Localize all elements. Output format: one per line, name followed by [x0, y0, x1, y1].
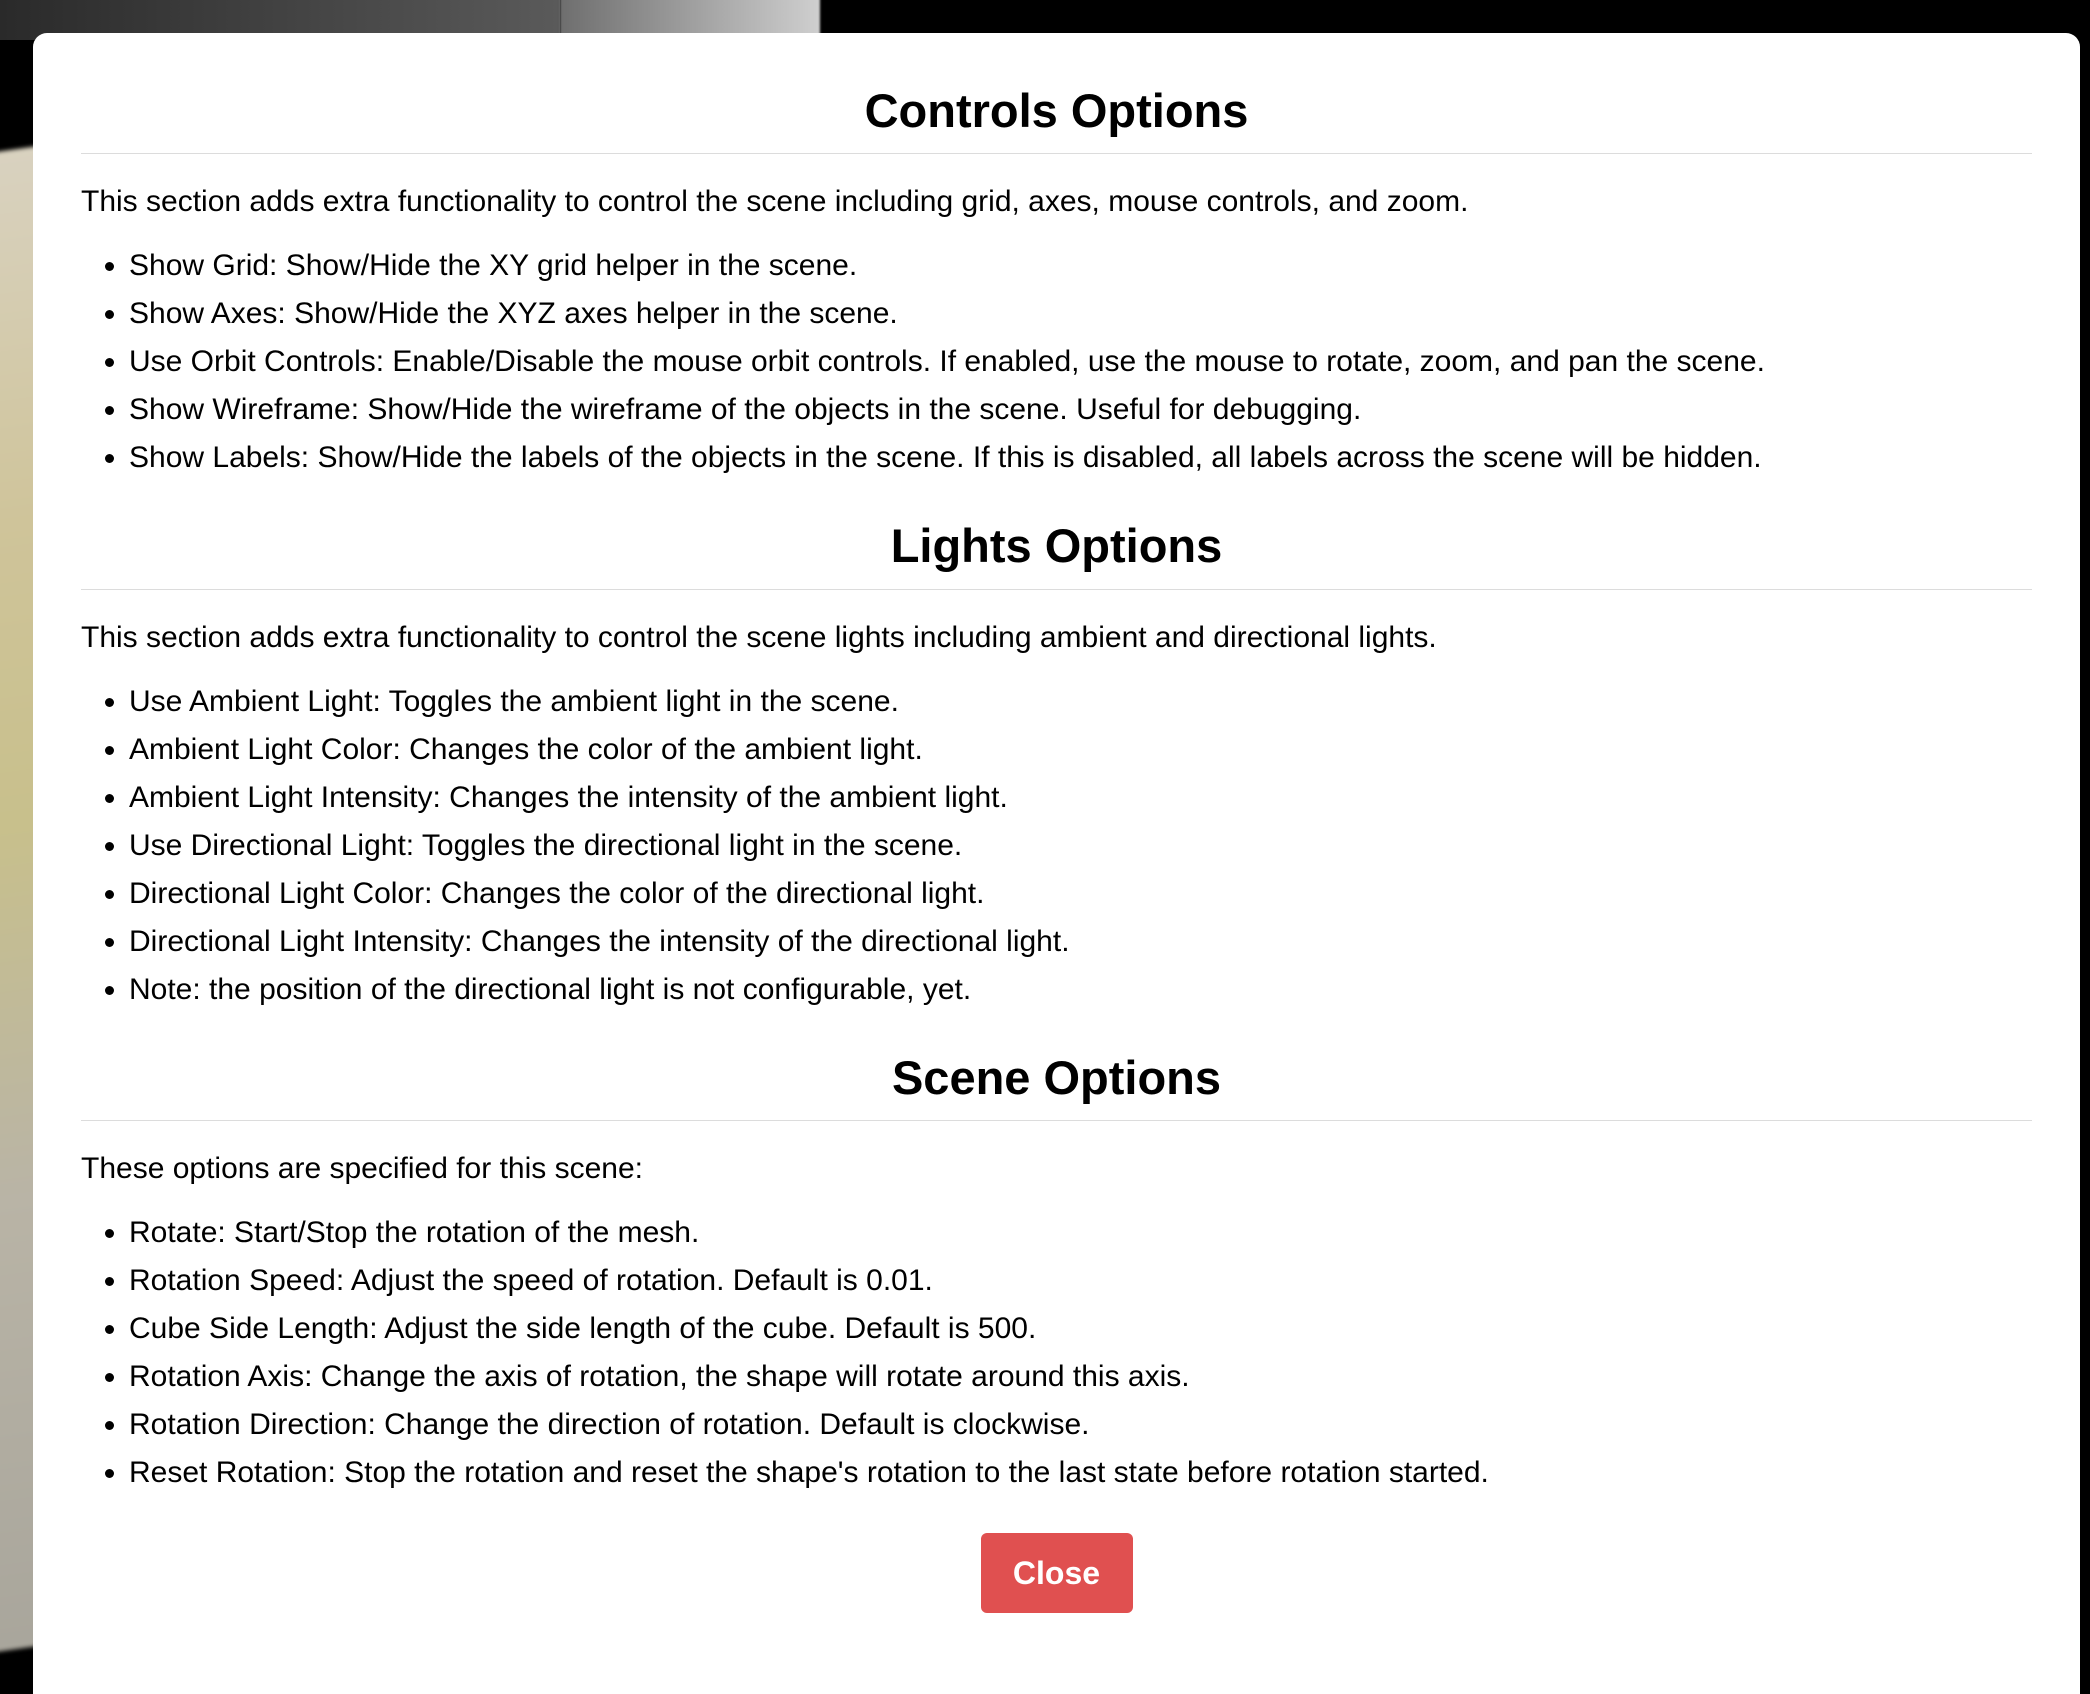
section-description: These options are specified for this scene: — [81, 1152, 643, 1186]
help-modal — [33, 33, 2080, 1694]
section-title: Controls Options — [81, 83, 2032, 154]
list-item: • Rotate: Start/Stop the rotation of the mesh. — [129, 1209, 2032, 1257]
list-item: • Rotation Direction: Change the direction of rotation. Default is clockwise. — [129, 1401, 2032, 1449]
option-list — [81, 242, 2032, 482]
controls-options-section — [81, 83, 2032, 482]
list-item: • Rotation Speed: Adjust the speed of rotation. Default is 0.01. — [129, 1257, 2032, 1305]
list-item: • Rotation Axis: Change the axis of rotation, the shape will rotate around this axis. — [129, 1353, 2032, 1401]
list-item: • Cube Side Length: Adjust the side length of the cube. Default is 500. — [129, 1305, 2032, 1353]
list-item: • Show Axes: Show/Hide the XYZ axes helper in the scene. — [129, 290, 2032, 338]
section-title: Lights Options — [81, 518, 2032, 589]
list-item: • Note: the position of the directional light is not configurable, yet. — [129, 966, 2032, 1014]
scene-options-section — [81, 1050, 2032, 1497]
list-item: • Show Wireframe: Show/Hide the wireframe of the objects in the scene. Useful for debugging. — [129, 386, 2032, 434]
list-item: • Use Ambient Light: Toggles the ambient light in the scene. — [129, 678, 2032, 726]
section-description: This section adds extra functionality to control the scene lights including ambient and directional lights. — [81, 620, 1437, 654]
list-item: • Directional Light Intensity: Changes the intensity of the directional light. — [129, 918, 2032, 966]
section-description: This section adds extra functionality to control the scene including grid, axes, mouse controls, and zoom. — [81, 185, 1469, 219]
modal-footer — [81, 1533, 2032, 1613]
list-item: • Ambient Light Color: Changes the color of the ambient light. — [129, 726, 2032, 774]
list-item: • Show Grid: Show/Hide the XY grid helper in the scene. — [129, 242, 2032, 290]
list-item: • Reset Rotation: Stop the rotation and reset the shape's rotation to the last state before rotation started. — [129, 1449, 2032, 1497]
list-item: • Show Labels: Show/Hide the labels of the objects in the scene. If this is disabled, all labels across the scene will be hidden. — [129, 434, 2032, 482]
list-item: • Ambient Light Intensity: Changes the intensity of the ambient light. — [129, 774, 2032, 822]
close-button[interactable]: Close — [981, 1533, 1133, 1613]
lights-options-section — [81, 518, 2032, 1013]
list-item: • Use Directional Light: Toggles the directional light in the scene. — [129, 822, 2032, 870]
section-title: Scene Options — [81, 1050, 2032, 1121]
list-item: • Directional Light Color: Changes the color of the directional light. — [129, 870, 2032, 918]
list-item: • Use Orbit Controls: Enable/Disable the mouse orbit controls. If enabled, use the mouse to rotate, zoom, and pan the scene. — [129, 338, 2032, 386]
option-list — [81, 678, 2032, 1014]
option-list — [81, 1209, 2032, 1497]
